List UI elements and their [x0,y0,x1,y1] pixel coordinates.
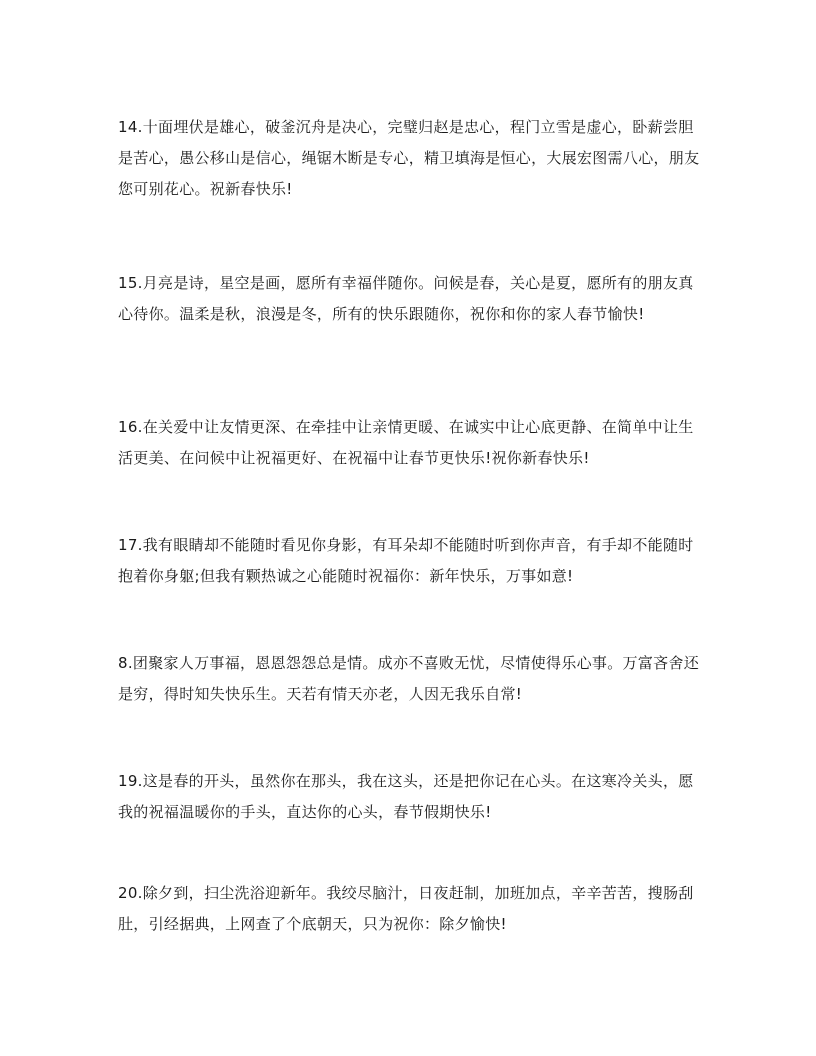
paragraph-20: 20.除夕到，扫尘洗浴迎新年。我绞尽脑汁，日夜赶制，加班加点，辛辛苦苦，搜肠刮肚，引经据典，上网查了个底朝天，只为祝你：除夕愉快! [118,884,694,933]
paragraph-19: 19.这是春的开头，虽然你在那头，我在这头，还是把你记在心头。在这寒冷关头，愿我的祝福温暖你的手头，直达你的心头，春节假期快乐! [118,772,694,821]
paragraph-14: 14.十面埋伏是雄心，破釜沉舟是决心，完璧归赵是忠心，程门立雪是虚心，卧薪尝胆是苦心，愚公移山是信心，绳锯木断是专心，精卫填海是恒心，大展宏图需八心，朋友您可别花心。祝新春快乐! [118,118,700,198]
paragraph-17: 17.我有眼睛却不能随时看见你身影，有耳朵却不能随时听到你声音，有手却不能随时抱着你身躯;但我有颗热诚之心能随时祝福你：新年快乐，万事如意! [118,536,694,585]
paragraph-15: 15.月亮是诗，星空是画，愿所有幸福伴随你。问候是春，关心是夏，愿所有的朋友真心待你。温柔是秋，浪漫是冬，所有的快乐跟随你，祝你和你的家人春节愉快! [118,274,694,323]
paragraph-18: 8.团聚家人万事福，恩恩怨怨总是情。成亦不喜败无忧，尽情使得乐心事。万富吝舍还是穷，得时知失快乐生。天若有情天亦老，人因无我乐自常! [118,654,700,703]
paragraph-16: 16.在关爱中让友情更深、在牵挂中让亲情更暖、在诚实中让心底更静、在简单中让生活更美、在问候中让祝福更好、在祝福中让春节更快乐!祝你新春快乐! [118,418,694,467]
